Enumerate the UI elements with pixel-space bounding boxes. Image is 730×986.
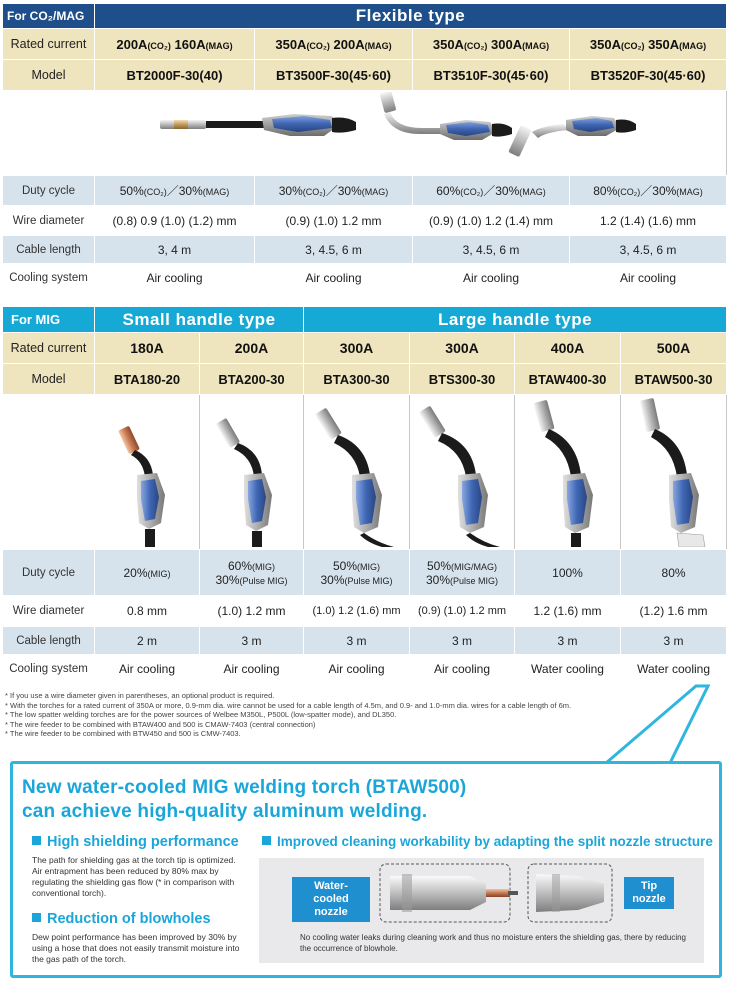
co2-cooling-cell: Air cooling [95,264,255,292]
mig-model-cell: BTA200-30 [200,364,304,395]
co2-cable-length-cell: 3, 4.5, 6 m [255,236,413,264]
co2-cable-length-cell: 3, 4.5, 6 m [570,236,727,264]
co2-wire-diameter-label: Wire diameter [3,206,95,236]
blowholes-title-text: Reduction of blowholes [47,911,211,927]
mig-wire-diameter-cell: 1.2 (1.6) mm [515,596,621,627]
co2-rated-current-label: Rated current [3,29,95,60]
torch-bt2000f [160,114,356,136]
mig-cable-length-cell: 3 m [515,627,621,655]
footnote: * The low spatter welding torches are for the power sources of Welbee M350L, P500L (low-spatter mode), and DL350. [5,710,397,720]
square-bullet-icon [262,836,271,845]
duty-line: 30%(Pulse MIG) [425,572,499,587]
co2-duty-cycle-cell: 50%(CO₂)／30%(MAG) [95,176,255,206]
mig-rated-current-cell: 300A [410,333,515,364]
mig-large-handle-label: Large handle type [304,307,727,333]
co2-model-cell: BT3520F-30(45·60) [570,60,727,91]
mig-duty-cycle-label: Duty cycle [3,550,95,596]
mig-wire-diameter-cell: (1.2) 1.6 mm [621,596,727,627]
co2-duty-cycle-cell: 30%(CO₂)／30%(MAG) [255,176,413,206]
mig-rated-current-cell: 200A [200,333,304,364]
blowholes-text: Dew point performance has been improved by 30% by using a hose that does not easily transmit moisture into the gas path of the torch. [32,932,240,964]
tag-line: nozzle [314,906,348,918]
torch-bts300 [419,406,500,547]
mig-cooling-cell: Water cooling [621,655,727,683]
co2-rated-current-cell: 200A(CO₂) 160A(MAG) [95,29,255,60]
co2-model-cell: BT3510F-30(45·60) [413,60,570,91]
mig-wire-diameter-cell: (1.0) 1.2 mm [200,596,304,627]
mig-model-cell: BTAW400-30 [515,364,621,395]
footnote: * The wire feeder to be combined with BTW450 and 500 is CMW-7403. [5,729,241,739]
torch-bta200 [216,418,272,547]
duty-line: 30%(Pulse MIG) [215,572,288,587]
co2-cable-length-cell: 3, 4.5, 6 m [413,236,570,264]
duty-line: 100% [552,565,583,580]
mig-small-handle-label: Small handle type [95,307,304,333]
co2-rated-current-cell: 350A(CO₂) 200A(MAG) [255,29,413,60]
mig-cable-length-label: Cable length [3,627,95,655]
nozzle-illustration [378,862,614,928]
mig-cooling-cell: Air cooling [200,655,304,683]
tip-nozzle-tag [624,877,674,909]
shielding-text: The path for shielding gas at the torch tip is optimized. Air entrapment has been reduced by 80% max by regulating the shielding gas flow (* in comparison with conventional torch). [32,855,236,898]
mig-rated-current-label: Rated current [3,333,95,364]
torch-btaw500 [640,398,705,547]
mig-duty-cycle-cell [621,550,727,596]
mig-cable-length-cell: 3 m [410,627,515,655]
tag-line: Water-cooled [313,880,349,905]
mig-cable-length-cell: 2 m [95,627,200,655]
mig-model-cell: BTS300-30 [410,364,515,395]
footnote: * The wire feeder to be combined with BTAW400 and 500 is CMAW-7403 (central connection) [5,719,316,729]
co2-cable-length-label: Cable length [3,236,95,264]
torch-bta180 [118,426,165,547]
callout-pointer [600,680,720,766]
feature-title-line2: can achieve high-quality aluminum welding. [22,801,428,822]
co2-cooling-label: Cooling system [3,264,95,292]
mig-cooling-cell: Water cooling [515,655,621,683]
co2-duty-cycle-cell: 80%(CO₂)／30%(MAG) [570,176,727,206]
mig-cooling-cell: Air cooling [410,655,515,683]
mig-cooling-cell: Air cooling [304,655,410,683]
co2-cooling-cell: Air cooling [255,264,413,292]
co2-wire-diameter-cell: 1.2 (1.4) (1.6) mm [570,206,727,236]
water-cooled-nozzle-tag [292,877,370,922]
square-bullet-icon [32,836,41,845]
mig-model-label: Model [3,364,95,395]
duty-line: 50%(MIG/MAG) [427,558,498,573]
cleaning-section-title [262,834,713,849]
co2-cooling-cell: Air cooling [413,264,570,292]
shielding-title-text: High shielding performance [47,834,239,850]
mig-cooling-label: Cooling system [3,655,95,683]
co2-rated-current-cell: 350A(CO₂) 350A(MAG) [570,29,727,60]
blowholes-section-title [32,911,211,927]
torch-bt3520f [508,116,636,157]
footnote: * With the torches for a rated current of 350A or more, 0.9-mm dia. wire cannot be used for a cable length of 4.5m, and 0.9- and 1.0-mm dia. wires for a cable length of 6m. [5,700,572,710]
co2-model-cell: BT2000F-30(40) [95,60,255,91]
co2-cooling-cell: Air cooling [570,264,727,292]
mig-duty-cycle-cell [515,550,621,596]
torch-btaw400 [533,400,593,547]
co2-cable-length-cell: 3, 4 m [95,236,255,264]
torch-bt3500f [380,92,512,140]
mig-duty-cycle-cell [304,550,410,596]
co2-wire-diameter-cell: (0.9) (1.0) 1.2 mm [255,206,413,236]
mig-wire-diameter-cell: (1.0) 1.2 (1.6) mm [304,596,410,627]
cleaning-text: No cooling water leaks during cleaning work and thus no moisture enters the shielding gas, there by reducing the occurrence of blowhole. [300,933,686,953]
co2-wire-diameter-cell: (0.8) 0.9 (1.0) (1.2) mm [95,206,255,236]
mig-duty-cycle-cell [95,550,200,596]
mig-rated-current-cell: 500A [621,333,727,364]
mig-torch-illustration [95,395,723,547]
tag-line: Tip [640,880,658,892]
mig-rated-current-cell: 180A [95,333,200,364]
mig-rated-current-cell: 400A [515,333,621,364]
mig-cable-length-cell: 3 m [200,627,304,655]
footnote: * If you use a wire diameter given in parentheses, an optional product is required. [5,691,275,700]
mig-cable-length-cell: 3 m [304,627,410,655]
mig-cooling-cell: Air cooling [95,655,200,683]
mig-model-cell: BTA180-20 [95,364,200,395]
shielding-section-title [32,834,239,850]
cleaning-title-text: Improved cleaning workability by adapting the split nozzle structure [277,834,713,849]
torch-bta300 [315,408,394,547]
square-bullet-icon [32,913,41,922]
duty-line: 30%(Pulse MIG) [320,572,393,587]
co2-duty-cycle-label: Duty cycle [3,176,95,206]
co2-model-cell: BT3500F-30(45·60) [255,60,413,91]
duty-line: 60%(MIG) [227,558,276,573]
mig-duty-cycle-cell [200,550,304,596]
mig-model-cell: BTA300-30 [304,364,410,395]
mig-duty-cycle-cell [410,550,515,596]
co2-torch-illustration [94,92,724,175]
mig-wire-diameter-cell: 0.8 mm [95,596,200,627]
mig-model-cell: BTAW500-30 [621,364,727,395]
mig-for-label: For MIG [3,307,95,333]
footnotes [5,691,571,739]
feature-title-line1: New water-cooled MIG welding torch (BTAW500) [22,777,467,798]
co2-for-label: For CO₂/MAG [3,4,95,29]
co2-rated-current-cell: 350A(CO₂) 300A(MAG) [413,29,570,60]
mig-cable-length-cell: 3 m [621,627,727,655]
tag-line: nozzle [632,893,666,905]
mig-wire-diameter-cell: (0.9) (1.0) 1.2 mm [410,596,515,627]
mig-wire-diameter-label: Wire diameter [3,596,95,627]
co2-duty-cycle-cell: 60%(CO₂)／30%(MAG) [413,176,570,206]
duty-line: 20%(MIG) [123,565,171,580]
co2-type-label: Flexible type [95,4,727,29]
co2-model-label: Model [3,60,95,91]
co2-wire-diameter-cell: (0.9) (1.0) 1.2 (1.4) mm [413,206,570,236]
duty-line: 50%(MIG) [333,558,381,573]
duty-line: 80% [661,565,686,580]
mig-rated-current-cell: 300A [304,333,410,364]
